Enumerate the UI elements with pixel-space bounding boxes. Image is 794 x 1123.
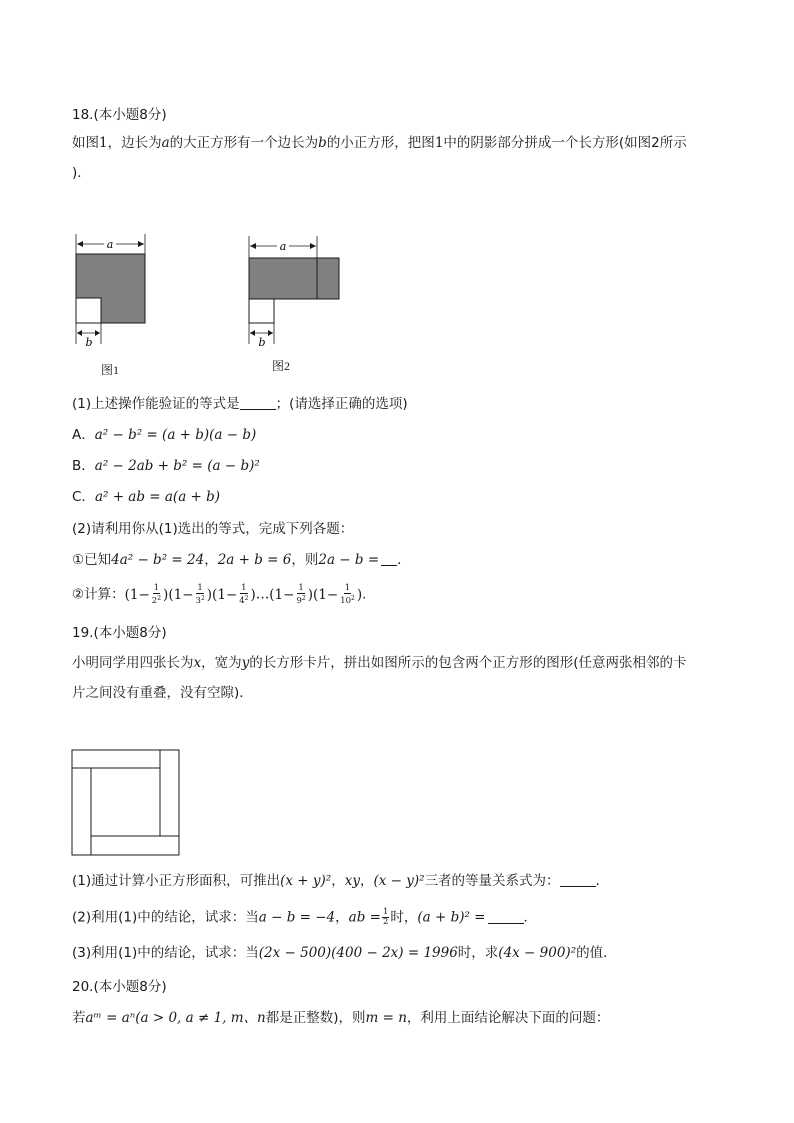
text: 的值．	[576, 945, 617, 961]
option-b	[72, 457, 260, 475]
minus: −	[283, 586, 295, 603]
one: 1	[274, 586, 284, 603]
minus: −	[182, 586, 194, 603]
pinwheel-figure	[71, 749, 181, 857]
label-a: a	[279, 240, 287, 253]
option-label: B．	[72, 458, 95, 474]
fraction	[238, 584, 249, 606]
text: (3)利用(1)中的结论，试求：当	[72, 945, 259, 961]
figure-1-caption: 图1	[101, 363, 120, 377]
math-var: b	[318, 135, 327, 151]
one: 1	[217, 586, 226, 603]
text: 1	[99, 135, 108, 151]
exponent: 2	[244, 595, 249, 602]
option-label: C．	[72, 489, 95, 505]
fraction	[295, 584, 306, 606]
q18-header: 18.(本小题8分)	[72, 107, 167, 123]
q18-stem-line1	[72, 134, 687, 152]
fraction	[195, 584, 206, 606]
product-term: (1− $\frac{1}{3^2}$ )	[168, 583, 213, 606]
denominator: $9^2$	[296, 595, 306, 606]
product-expression	[124, 583, 367, 606]
text: ，利用上面结论解决下面的问题：	[406, 1010, 610, 1026]
math-expr: m = n	[365, 1010, 407, 1026]
small-square-cutout	[76, 298, 101, 323]
text: 时，求	[457, 945, 499, 961]
text: ．	[523, 909, 537, 926]
math-expr: 2a − b =	[318, 552, 380, 568]
answer-blank[interactable]	[381, 551, 397, 566]
text: ①已知	[72, 552, 112, 568]
q18-sub1	[72, 551, 411, 569]
product-term: (1− $\frac{1}{10^2}$ )	[312, 583, 363, 606]
text: (2)利用(1)中的结论，试求：当	[72, 909, 259, 926]
answer-blank[interactable]	[488, 909, 524, 924]
q20-stem	[72, 1009, 609, 1027]
math-expr: (x + y)²	[280, 873, 332, 889]
math-expr: a² − b² = (a + b)(a − b)	[94, 427, 257, 443]
product-term: (1− $\frac{1}{9^2}$ )	[269, 583, 313, 606]
text: ．	[397, 552, 411, 568]
one: 1	[173, 586, 183, 603]
product-term: (1− $\frac{1}{4^2}$ )	[212, 583, 256, 606]
math-expr: ab =	[348, 909, 381, 926]
q19-stem-line1	[72, 654, 687, 672]
text: ，则	[291, 552, 319, 568]
one: 1	[129, 586, 139, 603]
small-square-outline	[249, 299, 274, 323]
product-term: (1− $\frac{1}{2^2}$ )	[124, 583, 169, 606]
outer-square	[72, 750, 179, 855]
q20-header: 20.(本小题8分)	[72, 979, 167, 995]
text: 三者的等量关系式为：	[424, 873, 560, 889]
q18-part1	[72, 395, 408, 413]
text: 的小正方形，把图	[326, 135, 435, 151]
denominator: $3^2$	[195, 595, 205, 606]
text: ，	[331, 873, 345, 889]
math-expr: a² − 2ab + b² = (a − b)²	[94, 458, 260, 474]
q18-part2: (2)请利用你从(1)选出的等式，完成下列各题：	[72, 521, 354, 537]
denominator: $10^2$	[340, 595, 355, 606]
denominator: $2^2$	[151, 595, 162, 606]
label-b: b	[85, 336, 93, 349]
q19-stem-line2: 片之间没有重叠，没有空隙)．	[72, 685, 253, 701]
text: 如图	[72, 135, 99, 151]
text: (1)通过计算小正方形面积，可推出	[72, 873, 281, 889]
period: .	[362, 586, 367, 603]
ellipsis: …	[255, 586, 270, 603]
text: 中的阴影部分拼成一个长方形(如图2所示	[443, 135, 687, 151]
text: 都是正整数)，则	[265, 1010, 366, 1026]
figure-1	[70, 232, 160, 352]
numerator: 1	[153, 583, 160, 593]
numerator: 1	[382, 907, 389, 917]
q19-part3	[72, 944, 617, 962]
text: ，	[204, 552, 218, 568]
figure-2	[243, 232, 348, 352]
numerator: 1	[344, 583, 351, 593]
q19-part2	[72, 908, 537, 927]
text: ，	[335, 909, 349, 926]
one: 1	[318, 586, 327, 603]
figure-2-caption: 图2	[272, 359, 291, 373]
text: ②计算：	[72, 586, 125, 603]
option-label: A．	[72, 427, 95, 443]
exponent: 2	[301, 595, 306, 602]
q19-part1	[72, 872, 609, 890]
numerator: 1	[298, 583, 304, 593]
q18-stem-line2: )．	[72, 165, 91, 181]
text: ，	[359, 873, 374, 889]
text: ；(请选择正确的选项)	[275, 396, 408, 412]
option-a	[72, 426, 256, 444]
numerator: 1	[241, 583, 247, 593]
denominator: $4^2$	[239, 595, 249, 606]
math-expr: a − b = −4	[258, 909, 336, 926]
exponent: 2	[157, 595, 162, 602]
minus: −	[138, 586, 150, 603]
answer-blank[interactable]	[560, 872, 596, 887]
text: ．	[595, 873, 610, 889]
text: (1)上述操作能验证的等式是	[72, 396, 240, 412]
exponent: 2	[200, 595, 205, 602]
math-expr: (a + b)² =	[417, 909, 486, 926]
text: ，宽为	[201, 655, 242, 671]
minus: −	[225, 586, 238, 603]
math-expr: (x − y)²	[373, 873, 425, 889]
q18-sub2	[72, 584, 366, 606]
math-var: a	[161, 135, 170, 151]
label-a: a	[106, 238, 114, 251]
exponent: 2	[351, 595, 355, 602]
text: 的大正方形有一个边长为	[169, 135, 319, 151]
answer-blank[interactable]	[240, 395, 276, 410]
text: 1	[434, 135, 444, 151]
math-var: x	[193, 655, 202, 671]
text: 若	[72, 1010, 86, 1026]
denominator: 2	[382, 917, 389, 927]
text: 的长方形卡片，拼出如图所示的包含两个正方形的图形(任意两张相邻的卡	[249, 655, 687, 671]
math-expr: (2x − 500)(400 − 2x) = 1996	[258, 945, 458, 961]
fraction	[151, 584, 162, 606]
text: 时，	[390, 909, 418, 926]
math-expr: aᵐ = aⁿ(a > 0, a ≠ 1, m、n	[85, 1010, 266, 1026]
math-var: y	[241, 655, 250, 671]
numerator: 1	[197, 583, 203, 593]
math-expr: 4a² − b² = 24	[111, 552, 205, 568]
math-expr: (4x − 900)²	[498, 945, 577, 961]
math-expr: 2a + b = 6	[217, 552, 292, 568]
fraction	[382, 908, 389, 927]
q19-header: 19.(本小题8分)	[72, 625, 167, 641]
math-expr: a² + ab = a(a + b)	[94, 489, 221, 505]
fraction	[339, 584, 356, 606]
label-b: b	[258, 336, 266, 349]
text: ，边长为	[107, 135, 162, 151]
minus: −	[326, 586, 339, 603]
rectangle-shaded	[249, 258, 339, 299]
text: 小明同学用四张长为	[72, 655, 194, 671]
math-expr: xy	[344, 873, 360, 889]
option-c	[72, 488, 220, 506]
